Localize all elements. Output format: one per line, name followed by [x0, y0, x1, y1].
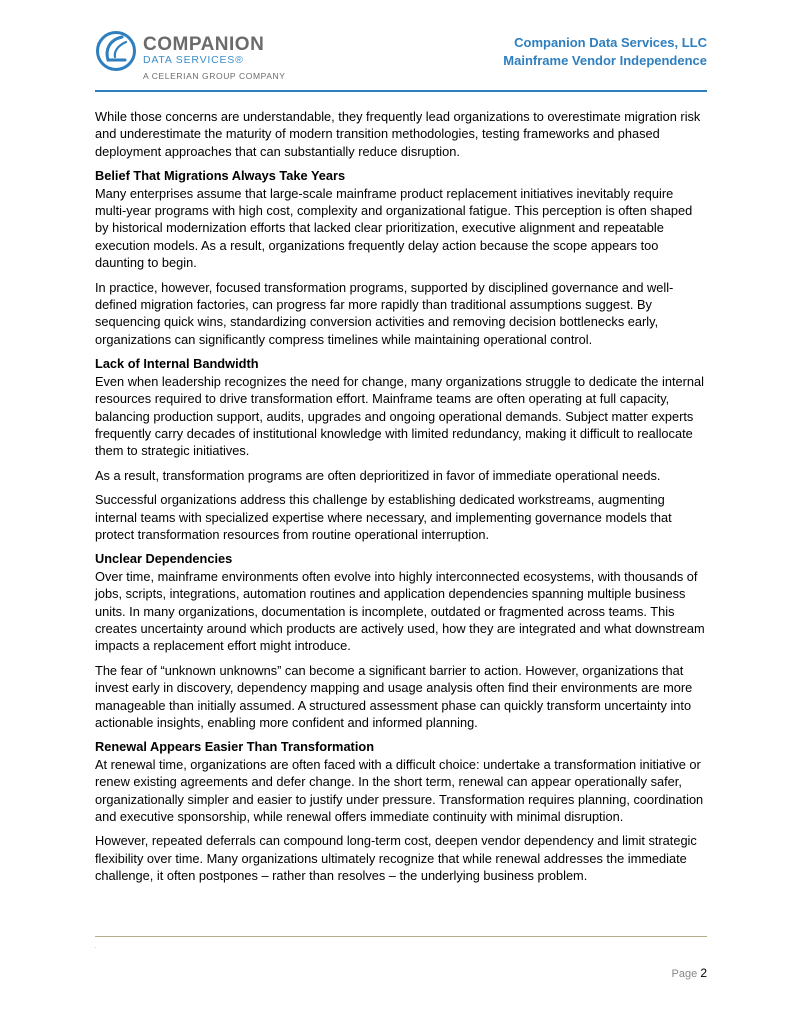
header-divider [95, 90, 707, 92]
page-header [95, 30, 707, 92]
logo-group-tagline: A CELERIAN GROUP COMPANY [143, 71, 286, 81]
document-body [95, 108, 707, 892]
header-titles [503, 34, 707, 70]
company-name: Companion Data Services, LLC [514, 35, 707, 50]
body-paragraph: In practice, however, focused transformation programs, supported by disciplined governance and well-defined migration factories, can progress far more rapidly than traditional assumptions suggest. By sequencing quick wins, standardizing conversion activities and removing decision bottlenecks early, organizations can significantly compress timelines while maintaining operational control. [95, 279, 674, 347]
body-paragraph: At renewal time, organizations are often faced with a difficult choice: undertake a transformation initiative or renew existing agreements and defer change. In the short term, renewal can appear operationally safer, organizationally simpler and easier to justify under pressure. Transformation requires planning, coordination and executive sponsorship, while renewal offers immediate continuity with minimal disruption. [95, 756, 704, 825]
company-logo [95, 30, 315, 86]
body-paragraph: The fear of “unknown unknowns” can become a significant barrier to action. However, organizations that invest early in discovery, dependency mapping and usage analysis often find their environments are more manageable than initially assumed. A structured assessment phase can quickly transform uncertainty into actionable insights, enabling more confident and informed planning. [95, 662, 693, 730]
page-number-value: 2 [700, 966, 707, 980]
footer-mark: . [95, 944, 97, 950]
document-title: Mainframe Vendor Independence [503, 53, 707, 68]
section-heading: Unclear Dependencies [95, 551, 233, 567]
section-heading: Lack of Internal Bandwidth [95, 356, 259, 372]
body-paragraph: Many enterprises assume that large-scale mainframe product replacement initiatives inevitably require multi-year programs with high cost, complexity and organizational fatigue. This perception is often shaped by historical modernization efforts that lacked clear prioritization, executive alignment and repeatable execution models. As a result, organizations frequently delay action because the scope appears too daunting to begin. [95, 185, 693, 271]
logo-subtitle: DATA SERVICES® [143, 54, 244, 66]
body-paragraph: However, repeated deferrals can compound long-term cost, deepen vendor dependency and limit strategic flexibility over time. Many organizations ultimately recognize that while renewal addresses the immediate challenge, it often postpones – rather than resolves – the underlying business problem. [95, 833, 697, 884]
companion-logo-icon [95, 30, 137, 72]
body-paragraph: Successful organizations address this challenge by establishing dedicated workstreams, augmenting internal teams with specialized expertise where necessary, and implementing governance models that protect transformation resources from routine operational interruption. [95, 492, 672, 542]
footer-divider [95, 936, 707, 937]
page-number [672, 966, 707, 980]
body-paragraph: While those concerns are understandable, they frequently lead organizations to overestimate migration risk and underestimate the maturity of modern transition methodologies, testing frameworks and phased deployment approaches that can substantially reduce disruption. [95, 109, 701, 159]
page-label: Page [671, 968, 698, 980]
body-paragraph: Over time, mainframe environments often evolve into highly interconnected ecosystems, with thousands of jobs, scripts, integrations, automation routines and application dependencies spanning multiple business units. In many organizations, documentation is incomplete, outdated or fragmented across teams. This creates uncertainty around which products are actively used, how they are integrated and what downstream impacts a replacement effort might introduce. [95, 568, 705, 654]
body-paragraph: Even when leadership recognizes the need for change, many organizations struggle to dedicate the internal resources required to drive transformation effort. Mainframe teams are often operating at full capacity, balancing production support, audits, upgrades and ongoing operational demands. Subject matter experts frequently carry decades of institutional knowledge with limited redundancy, making it difficult to reallocate them to strategic initiatives. [95, 373, 704, 459]
section-heading: Renewal Appears Easier Than Transformation [95, 739, 375, 755]
section-heading: Belief That Migrations Always Take Years [95, 168, 346, 184]
logo-name: COMPANION [143, 34, 265, 55]
body-paragraph: As a result, transformation programs are often deprioritized in favor of immediate operational needs. [95, 467, 661, 483]
